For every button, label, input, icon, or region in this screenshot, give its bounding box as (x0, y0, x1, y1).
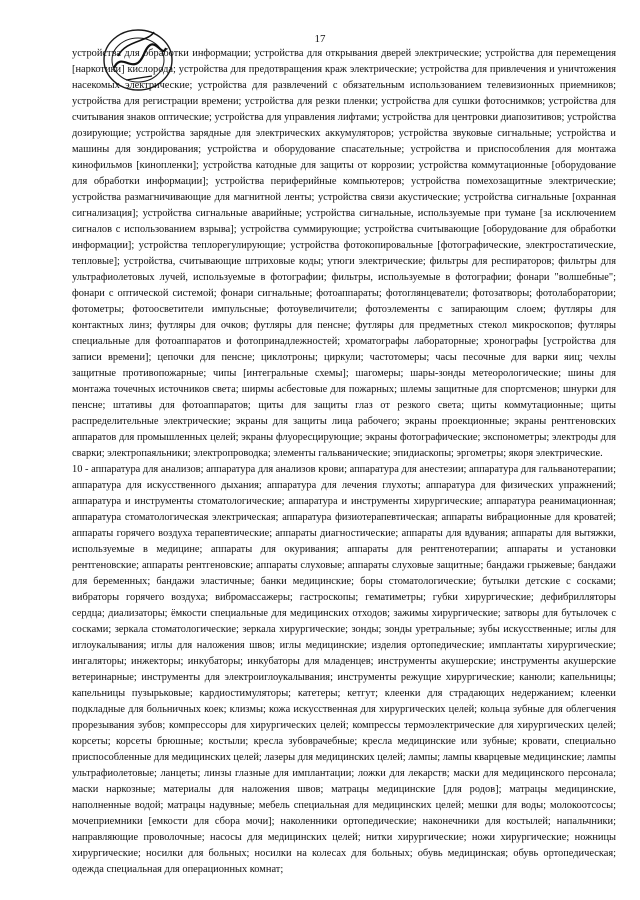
page-number: 17 (314, 33, 326, 45)
paragraph: устройства для обработки информации; устройства для открывания дверей электрические; устройства для перемещения [наркотики] кислорода; устройства для предотвращения краж электрические; устройства для привлечения и уничтожения насекомых электрические; устройства для развлечений с обязательным использованием телевизионных приемников; устройства для регистрации времени; устройства для резки пленки; устройства для сушки фотоснимков; устройства для считывания знаков оптические; устройства для управления лифтами; устройства для центровки диапозитивов; устройства дозирующие; устройства зарядные для электрических аккумуляторов; устройства звуковые сигнальные; устройства и машины для зондирования; устройства и оборудование спасательные; устройства и приспособления для монтажа кинофильмов [кинопленки]; устройства катодные для защиты от коррозии; устройства коммутационные [оборудование для обработки информации]; устройства периферийные компьютеров; устройства помехозащитные электрические; устройства размагничивающие для магнитной ленты; устройства связи акустические; устройства сигнальные [охранная сигнализация]; устройства сигнальные аварийные; устройства сигнальные, используемые при тумане [за исключением сигналов с использованием взрыва]; устройства суммирующие; устройства считывающие [оборудование для обработки информации]; устройства теплорегулирующие; устройства фотокопировальные [фотографические, электростатические, тепловые]; устройства, считывающие штриховые коды; утюги электрические; фильтры для респираторов; фильтры для ультрафиолетовых лучей, используемые в фотографии; фильтры, используемые в фотографии; фонари "волшебные"; фонари с оптической системой; фонари сигнальные; фотоаппараты; фотоглянцеватели; фотозатворы; фотолаборатории; фотометры; фотоосветители импульсные; фотоувеличители; фотоэлементы с запирающим слоем; футляры для контактных линз; футляры для очков; футляры для пенсне; футляры для предметных стекол микроскопов; футляры специальные для фотоаппаратов и фотопринадлежностей; хроматографы лабораторные; хронографы [устройства для записи времени]; цепочки для пенсне; циклотроны; циркули; частотомеры; часы песочные для варки яиц; чехлы защитные противопожарные; чипы [интегральные схемы]; шагомеры; шары-зонды метеорологические; шины для монтажа точечных источников света; ширмы асбестовые для пожарных; шлемы защитные для спортсменов; шнурки для пенсне; штативы для фотоаппаратов; щиты для защиты глаз от резкого света; щиты коммутационные; щиты распределительные электрические; экраны для защиты лица рабочего; экраны проекционные; экраны рентгеновских аппаратов для промышленных целей; экраны флуоресцирующие; экраны фотографические; экспонометры; электроды для сварки; электропаяльники; электропроводка; элементы гальванические; эпидиаскопы; эргометры; якоря электрические. (72, 48, 616, 459)
paragraph: 10 - аппаратура для анализов; аппаратура для анализов крови; аппаратура для анестезии; аппаратура для гальванотерапии; аппаратура для искусственного дыхания; аппаратура для лечения глухоты; аппаратура для физических упражнений; аппаратура и инструменты стоматологические; аппаратура и инструменты хирургические; аппаратура реанимационная; аппаратура стоматологическая электрическая; аппаратура физиотерапевтическая; аппараты вибрационные для кроватей; аппараты горячего воздуха терапевтические; аппараты диагностические; аппараты для вдувания; аппараты для вытяжки, используемые в медицине; аппараты для окуривания; аппараты для рентгенотерапии; аппараты и установки рентгеновские; аппараты рентгеновские; аппараты слуховые; аппараты слуховые защитные; бандажи грыжевые; бандажи для беременных; бандажи эластичные; банки медицинские; боры стоматологические; бутылки детские с сосками; вибраторы горячего воздуха; вибромассажеры; гастроскопы; гематиметры; губки хирургические; дефибрилляторы сердца; диализаторы; ёмкости специальные для медицинских отходов; зажимы хирургические; затворы для бутылочек с сосками; зеркала стоматологические; зеркала хирургические; зонды; зонды уретральные; зубы искусственные; иглы для иглоукалывания; иглы для наложения швов; иглы медицинские; изделия ортопедические; имплантаты хирургические; ингаляторы; инжекторы; инкубаторы; инкубаторы для младенцев; инструменты акушерские; инструменты акушерские ветеринарные; инструменты для электроиглоукалывания; инструменты режущие хирургические; канюли; капельницы; капельницы пузырьковые; кардиостимуляторы; катетеры; кетгут; клеенки для страдающих недержанием; клеенки подкладные для больничных коек; клизмы; кожа искусственная для хирургических целей; кольца зубные для облегчения прорезывания зубов; компрессоры для хирургических целей; компрессы термоэлектрические для хирургических целей; корсеты; корсеты брюшные; костыли; кресла зубоврачебные; кресла медицинские или зубные; кровати, специально приспособленные для медицинских целей; лазеры для медицинских целей; лампы; лампы кварцевые медицинские; лампы ультрафиолетовые; ланцеты; линзы глазные для имплантации; ложки для лекарств; маски для медицинского персонала; маски наркозные; материалы для наложения швов; матрацы медицинские [для родов]; матрацы медицинские, наполненные водой; матрацы надувные; мебель специальная для медицинских целей; мешки для воды; молокоотсосы; мочеприемники [емкости для сбора мочи]; наколенники ортопедические; наконечники для костылей; напальчники; направляющие проволочные; насосы для медицинских целей; нитки хирургические; ножи хирургические; ножницы хирургические; носилки для больных; носилки на колесах для больных; обувь медицинская; обувь ортопедическая; одежда специальная для операционных комнат; (72, 464, 616, 875)
document-body (72, 46, 616, 878)
